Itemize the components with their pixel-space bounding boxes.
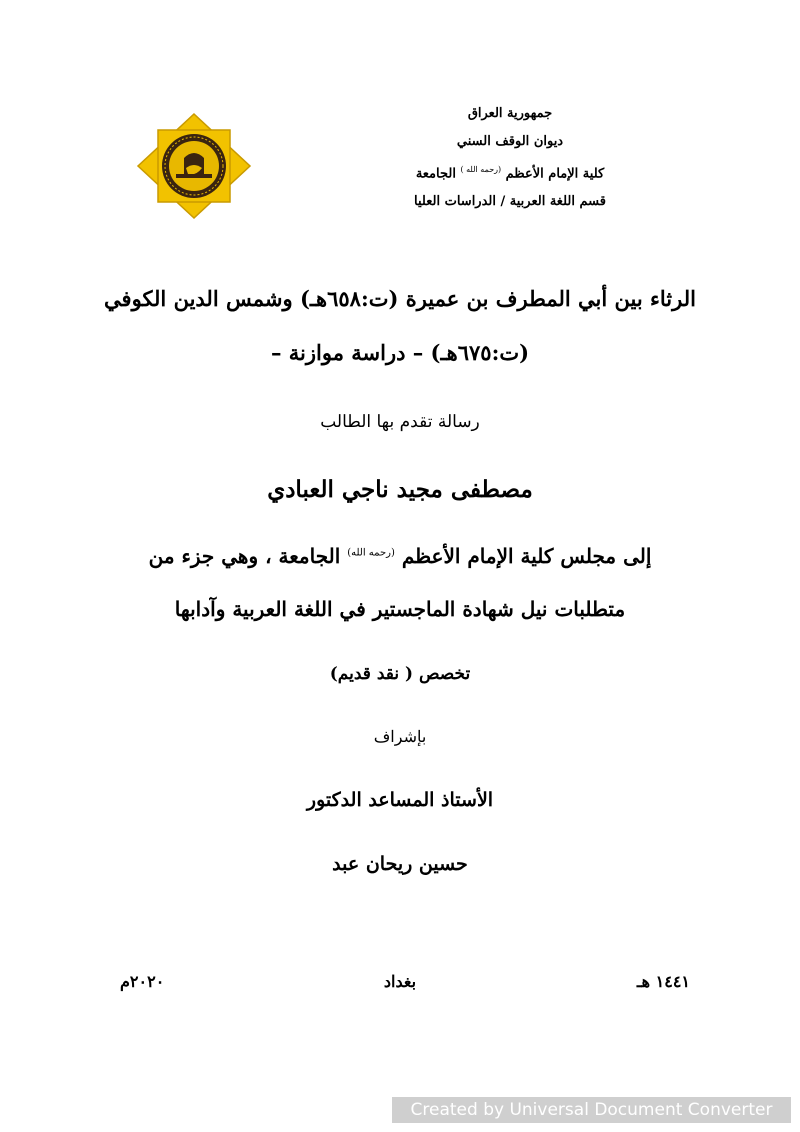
submitted-by-label: رسالة تقدم بها الطالب <box>320 412 480 432</box>
hijri-year: ١٤٤١ هـ <box>636 972 690 991</box>
supervision-label: بإشراف <box>373 727 427 746</box>
council-line2: متطلبات نيل شهادة الماجستير في اللغة العربية وآدابها <box>174 597 626 621</box>
supervisor-name: حسين ريحان عبد <box>332 853 468 875</box>
city: بغداد <box>383 972 417 991</box>
thesis-title-line2: (ت:٦٧٥هـ) – دراسة موازنة – <box>270 340 530 365</box>
college-logo-icon <box>136 112 252 220</box>
gregorian-year: ٢٠٢٠م <box>120 972 165 991</box>
council-line1: إلى مجلس كلية الإمام الأعظم $^{(رحمه الله)}$ الجامعة ، وهي جزء من <box>148 544 652 568</box>
department-line: قسم اللغة العربية / الدراسات العليا <box>414 194 606 210</box>
supervisor-title: الأستاذ المساعد الدكتور <box>306 789 494 811</box>
converter-watermark: Created by Universal Document Converter <box>392 1097 791 1123</box>
institution-header <box>345 100 675 216</box>
specialization: تخصص ( نقد قديم) <box>329 664 471 684</box>
college-line: كلية الإمام الأعظم $^{(رحمه الله )}$ الجامعة <box>415 165 605 182</box>
thesis-title-line1: الرثاء بين أبي المطرف بن عميرة (ت:٦٥٨هـ) وشمس الدين الكوفي <box>104 286 696 311</box>
student-name: مصطفى مجيد ناجي العبادي <box>267 476 533 503</box>
country-line: جمهورية العراق <box>467 106 553 121</box>
endowment-line: ديوان الوقف السني <box>456 134 564 149</box>
